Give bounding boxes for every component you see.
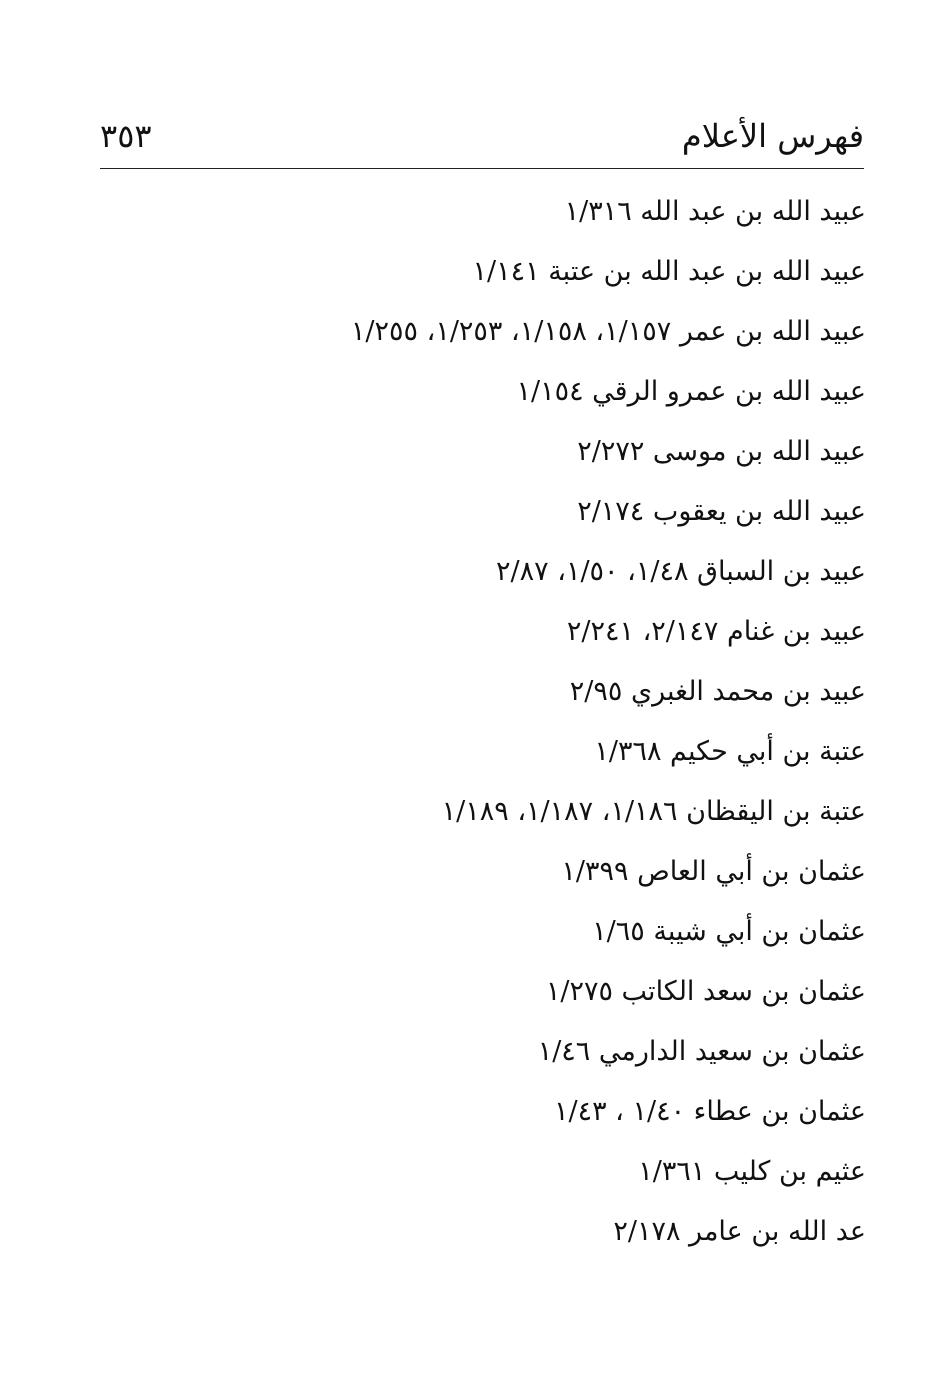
index-entry: عبيد الله بن عبد الله بن عتبة ١/١٤١ [472, 256, 866, 287]
index-entry: عبيد بن محمد الغبري ٢/٩٥ [569, 676, 866, 707]
index-entry: عبيد الله بن عمرو الرقي ١/١٥٤ [516, 376, 866, 407]
index-entry: عد الله بن عامر ٢/١٧٨ [613, 1216, 866, 1247]
index-entry: عثيم بن كليب ١/٣٦١ [638, 1156, 866, 1187]
index-entry: عثمان بن أبي شيبة ١/٦٥ [592, 916, 866, 947]
index-entries-list [100, 182, 866, 1262]
index-entry: عبيد الله بن عبد الله ١/٣١٦ [564, 196, 866, 227]
index-entry: عبيد بن السباق ١/٤٨، ١/٥٠، ٢/٨٧ [496, 556, 866, 587]
header-divider [100, 168, 864, 169]
index-entry: عثمان بن عطاء ١/٤٠ ، ١/٤٣ [553, 1096, 866, 1127]
page-title: فهرس الأعلام [681, 117, 864, 155]
index-entry: عبيد بن غنام ٢/١٤٧، ٢/٢٤١ [566, 616, 866, 647]
index-entry: عبيد الله بن عمر ١/١٥٧، ١/١٥٨، ١/٢٥٣، ١/٢٥٥ [350, 316, 866, 347]
index-entry: عثمان بن سعيد الدارمي ١/٤٦ [537, 1036, 866, 1067]
index-entry: عبيد الله بن موسى ٢/٢٧٢ [577, 436, 866, 467]
page-number: ٣٥٣ [100, 117, 152, 155]
index-entry: عتبة بن اليقظان ١/١٨٦، ١/١٨٧، ١/١٨٩ [441, 796, 866, 827]
index-entry: عتبة بن أبي حكيم ١/٣٦٨ [594, 736, 866, 767]
page-header [100, 108, 864, 164]
index-entry: عثمان بن أبي العاص ١/٣٩٩ [561, 856, 866, 887]
index-entry: عبيد الله بن يعقوب ٢/١٧٤ [577, 496, 866, 527]
index-entry: عثمان بن سعد الكاتب ١/٢٧٥ [545, 976, 866, 1007]
